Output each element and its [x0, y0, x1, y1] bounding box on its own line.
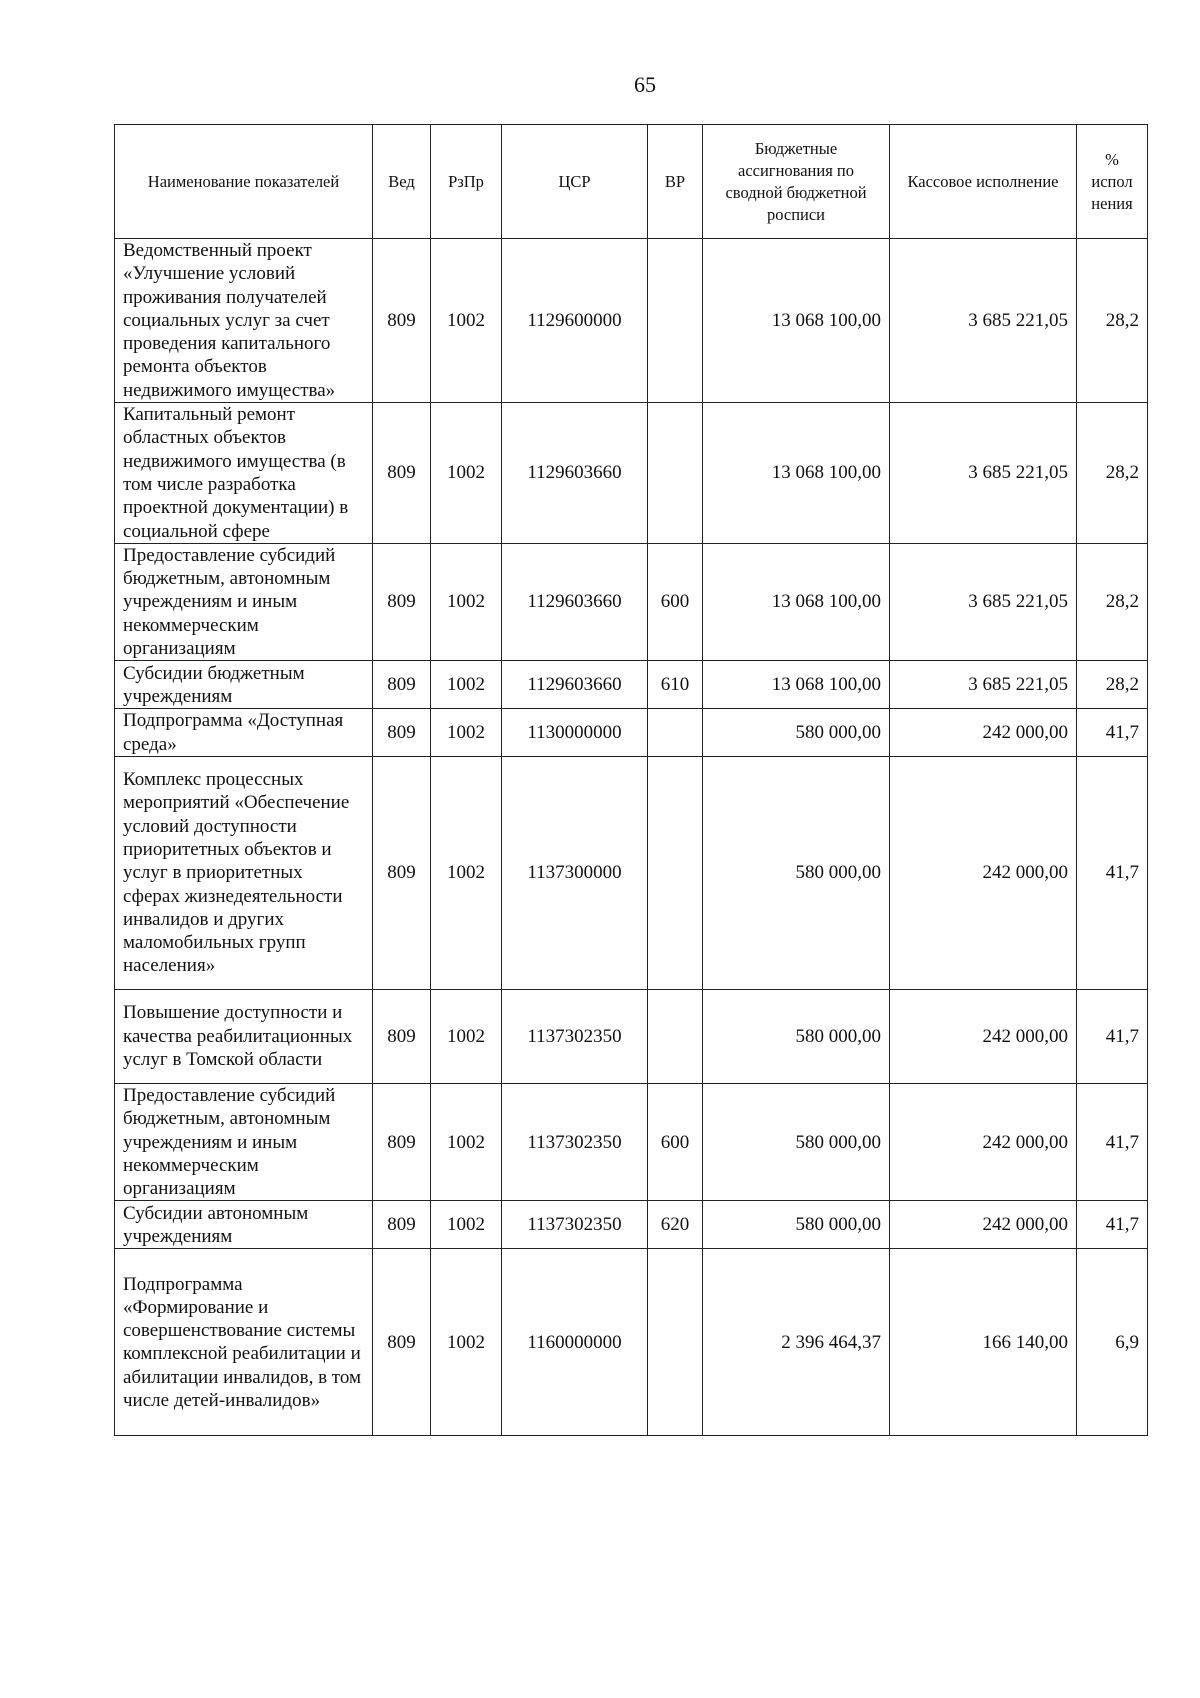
row-rzpr: 1002 — [431, 709, 502, 757]
row-assign: 13 068 100,00 — [703, 239, 890, 403]
table-row — [115, 661, 1148, 709]
row-pct: 41,7 — [1077, 1083, 1148, 1200]
row-assign: 580 000,00 — [703, 1201, 890, 1249]
row-vr — [648, 1249, 703, 1436]
table-row — [115, 1083, 1148, 1200]
row-assign: 13 068 100,00 — [703, 543, 890, 660]
table-row — [115, 239, 1148, 403]
header-ved: Вед — [373, 125, 431, 239]
header-assign: Бюджетные ассигнования по сводной бюджетной росписи — [703, 125, 890, 239]
row-name: Повышение доступности и качества реабилитационных услуг в Томской области — [115, 989, 373, 1083]
row-cash: 242 000,00 — [890, 1083, 1077, 1200]
table-header-row — [115, 125, 1148, 239]
row-rzpr: 1002 — [431, 661, 502, 709]
row-assign: 580 000,00 — [703, 756, 890, 989]
table-row — [115, 403, 1148, 544]
row-ved: 809 — [373, 989, 431, 1083]
row-vr: 600 — [648, 1083, 703, 1200]
row-rzpr: 1002 — [431, 1201, 502, 1249]
row-pct: 28,2 — [1077, 661, 1148, 709]
table-row — [115, 1201, 1148, 1249]
row-pct: 41,7 — [1077, 1201, 1148, 1249]
row-name: Подпрограмма «Формирование и совершенствование системы комплексной реабилитации и абилитации инвалидов, в том числе детей-инвалидов» — [115, 1249, 373, 1436]
header-name: Наименование показателей — [115, 125, 373, 239]
row-assign: 580 000,00 — [703, 709, 890, 757]
table-row — [115, 543, 1148, 660]
row-name: Предоставление субсидий бюджетным, автономным учреждениям и иным некоммерческим организациям — [115, 1083, 373, 1200]
row-rzpr: 1002 — [431, 756, 502, 989]
row-csr: 1129603660 — [502, 403, 648, 544]
row-cash: 166 140,00 — [890, 1249, 1077, 1436]
table-row — [115, 756, 1148, 989]
row-ved: 809 — [373, 1249, 431, 1436]
row-ved: 809 — [373, 239, 431, 403]
row-rzpr: 1002 — [431, 543, 502, 660]
row-ved: 809 — [373, 1083, 431, 1200]
header-rzpr: РзПр — [431, 125, 502, 239]
row-vr: 610 — [648, 661, 703, 709]
row-name: Субсидии автономным учреждениям — [115, 1201, 373, 1249]
row-pct: 41,7 — [1077, 709, 1148, 757]
row-ved: 809 — [373, 1201, 431, 1249]
header-cash: Кассовое исполнение — [890, 125, 1077, 239]
row-ved: 809 — [373, 403, 431, 544]
row-assign: 2 396 464,37 — [703, 1249, 890, 1436]
row-rzpr: 1002 — [431, 1083, 502, 1200]
row-csr: 1137302350 — [502, 1201, 648, 1249]
row-vr — [648, 709, 703, 757]
row-pct: 28,2 — [1077, 543, 1148, 660]
row-assign: 13 068 100,00 — [703, 661, 890, 709]
table-row — [115, 709, 1148, 757]
row-cash: 242 000,00 — [890, 709, 1077, 757]
row-pct: 41,7 — [1077, 756, 1148, 989]
row-cash: 242 000,00 — [890, 1201, 1077, 1249]
row-rzpr: 1002 — [431, 403, 502, 544]
row-name: Комплекс процессных мероприятий «Обеспечение условий доступности приоритетных объектов и услуг в приоритетных сферах жизнедеятельности инвалидов и других маломобильных групп населения» — [115, 756, 373, 989]
row-assign: 13 068 100,00 — [703, 403, 890, 544]
row-vr — [648, 403, 703, 544]
row-vr — [648, 239, 703, 403]
row-cash: 3 685 221,05 — [890, 239, 1077, 403]
row-ved: 809 — [373, 661, 431, 709]
header-pct: % испол нения — [1077, 125, 1148, 239]
row-cash: 3 685 221,05 — [890, 661, 1077, 709]
row-name: Подпрограмма «Доступная среда» — [115, 709, 373, 757]
row-pct: 41,7 — [1077, 989, 1148, 1083]
row-cash: 3 685 221,05 — [890, 403, 1077, 544]
row-cash: 242 000,00 — [890, 756, 1077, 989]
header-vr: ВР — [648, 125, 703, 239]
row-name: Субсидии бюджетным учреждениям — [115, 661, 373, 709]
row-csr: 1137302350 — [502, 1083, 648, 1200]
row-pct: 6,9 — [1077, 1249, 1148, 1436]
row-csr: 1129603660 — [502, 543, 648, 660]
row-pct: 28,2 — [1077, 403, 1148, 544]
row-rzpr: 1002 — [431, 1249, 502, 1436]
row-vr — [648, 756, 703, 989]
table-row — [115, 1249, 1148, 1436]
row-assign: 580 000,00 — [703, 1083, 890, 1200]
row-cash: 3 685 221,05 — [890, 543, 1077, 660]
row-pct: 28,2 — [1077, 239, 1148, 403]
row-rzpr: 1002 — [431, 239, 502, 403]
row-csr: 1130000000 — [502, 709, 648, 757]
row-name: Ведомственный проект «Улучшение условий проживания получателей социальных услуг за счет проведения капитального ремонта объектов недвижимого имущества» — [115, 239, 373, 403]
row-csr: 1129600000 — [502, 239, 648, 403]
row-rzpr: 1002 — [431, 989, 502, 1083]
row-ved: 809 — [373, 709, 431, 757]
row-vr — [648, 989, 703, 1083]
row-assign: 580 000,00 — [703, 989, 890, 1083]
row-cash: 242 000,00 — [890, 989, 1077, 1083]
row-name: Предоставление субсидий бюджетным, автономным учреждениям и иным некоммерческим организациям — [115, 543, 373, 660]
row-vr: 600 — [648, 543, 703, 660]
budget-execution-table — [114, 124, 1148, 1436]
header-csr: ЦСР — [502, 125, 648, 239]
row-csr: 1137300000 — [502, 756, 648, 989]
table-row — [115, 989, 1148, 1083]
row-ved: 809 — [373, 543, 431, 660]
row-vr: 620 — [648, 1201, 703, 1249]
row-ved: 809 — [373, 756, 431, 989]
row-csr: 1160000000 — [502, 1249, 648, 1436]
row-csr: 1137302350 — [502, 989, 648, 1083]
row-name: Капитальный ремонт областных объектов недвижимого имущества (в том числе разработка проектной документации) в социальной сфере — [115, 403, 373, 544]
row-csr: 1129603660 — [502, 661, 648, 709]
page-number: 65 — [634, 72, 656, 97]
